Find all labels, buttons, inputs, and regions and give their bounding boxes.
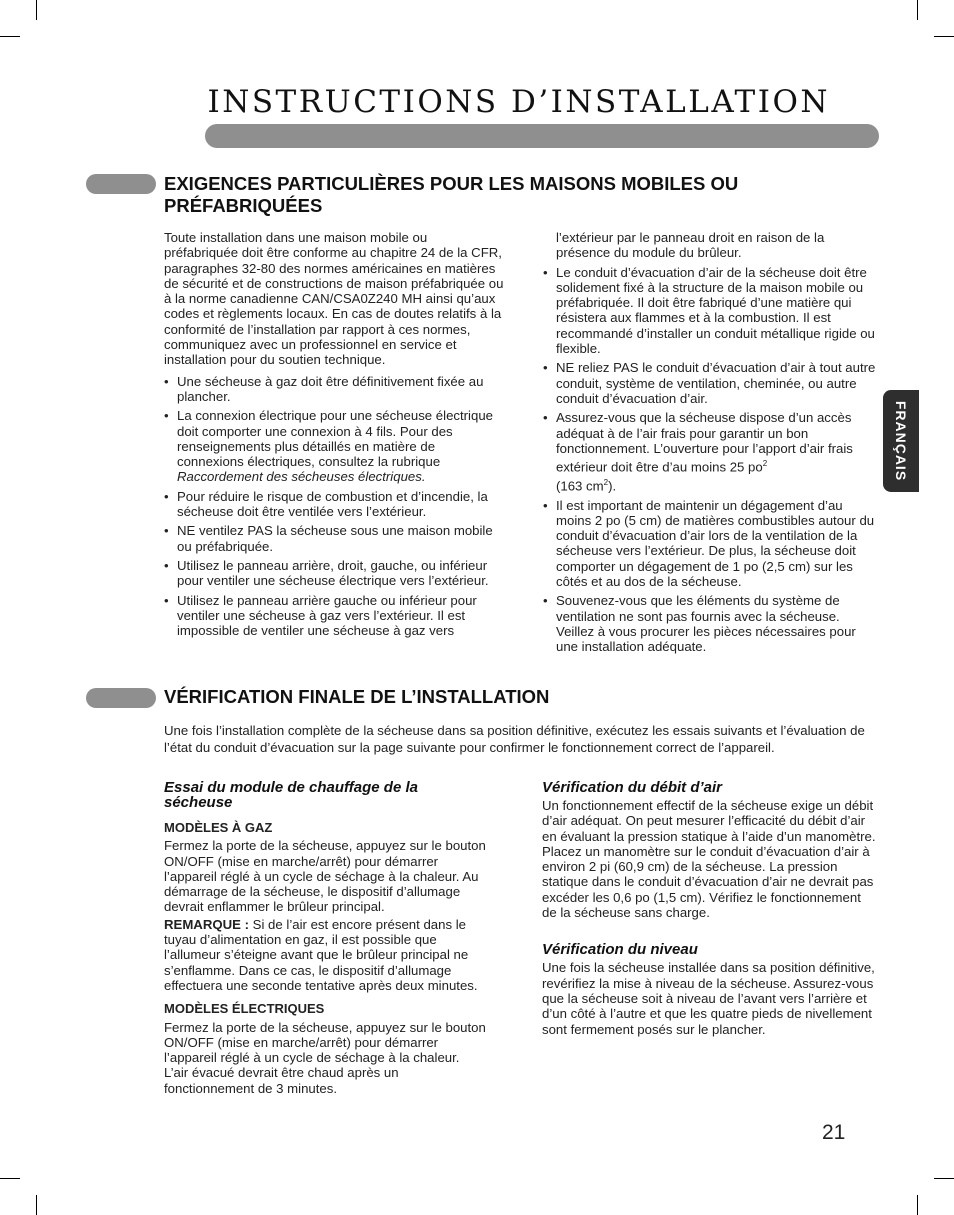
section1-right-column	[543, 230, 879, 659]
continuation-text: l’extérieur par le panneau droit en raison de la présence du module du brûleur.	[556, 230, 825, 261]
list-item: • Utilisez le panneau arrière, droit, gauche, ou inférieur pour ventiler une sécheuse électrique vers l’extérieur.	[164, 558, 504, 589]
section1-bullet-list-right	[543, 265, 879, 655]
title-bar	[205, 124, 879, 148]
crop-mark	[917, 0, 918, 20]
list-item: • Souvenez-vous que les éléments du système de ventilation ne sont pas fournis avec la sécheuse. Veillez à vous procurer les pièces nécessaires pour une installation adéquate.	[543, 593, 879, 654]
subsection-title: Vérification du niveau	[542, 941, 698, 959]
crop-mark	[36, 1195, 37, 1215]
section1-bullet-list-left	[164, 374, 504, 639]
list-item: • Le conduit d’évacuation d’air de la sécheuse doit être solidement fixé à la structure de la maison mobile ou préfabriquée. Il doit être fabriqué d’une matière qui résistera aux flammes et à la combustion. Il est recommandé d’installer un conduit métallique rigide ou flexible.	[543, 265, 879, 357]
airflow-text: Un fonctionnement effectif de la sécheuse exige un débit d’air adéquat. On peut mesurer l’efficacité du débit d’air en évaluant la pression statique à l’aide d’un manomètre. Placez un manomètre sur le conduit d’évacuation d’air à environ 2 pi (60,9 cm) de la sécheuse. La pression statique dans le conduit d’évacuation d’air ne devrait pas excéder les 0,6 po (1,5 cm). Vérifiez le fonctionnement de la sécheuse sans charge.	[542, 798, 876, 921]
list-item: • NE ventilez PAS la sécheuse sous une maison mobile ou préfabriquée.	[164, 523, 504, 554]
superscript: 2	[603, 477, 609, 487]
language-tab	[883, 390, 919, 492]
section-title: EXIGENCES PARTICULIÈRES POUR LES MAISONS MOBILES OU PRÉFABRIQUÉES	[164, 173, 739, 216]
language-tab-label: FRANÇAIS	[893, 400, 909, 482]
crop-mark	[0, 1178, 20, 1179]
list-item-text: La connexion électrique pour une sécheuse électrique doit comporter une connexion à 4 fils. Pour des renseignements plus détaillés en matière de connexions électriques, consultez la rubrique	[177, 408, 493, 470]
list-item: • Utilisez le panneau arrière gauche ou inférieur pour ventiler une sécheuse à gaz vers l’extérieur. Il est impossible de ventiler une sécheuse à gaz vers	[164, 593, 504, 639]
subsection-title: Essai du module de chauffage de la sécheuse	[164, 779, 418, 811]
section-title: VÉRIFICATION FINALE DE L’INSTALLATION	[164, 686, 550, 707]
section2-left-column	[164, 780, 486, 1096]
electric-models-heading: MODÈLES ÉLECTRIQUES	[164, 1001, 325, 1017]
crop-mark	[934, 1178, 954, 1179]
list-item: • Il est important de maintenir un dégagement d’au moins 2 po (5 cm) de matières combustibles autour du conduit d’évacuation d’air lors de la ventilation de la sécheuse vers l’extérieur. De plus, la sécheuse doit comporter un dégagement de 1 po (2,5 cm) sur les côtés et au dos de la sécheuse.	[543, 498, 879, 590]
list-item: • Une sécheuse à gaz doit être définitivement fixée au plancher.	[164, 374, 504, 405]
gas-models-heading: MODÈLES À GAZ	[164, 820, 273, 835]
note-text: Si de l’air est encore présent dans le tuyau d’alimentation en gaz, il est possible que l’allumeur s’éteigne avant que le brûleur principal ne s’enflamme. Dans ce cas, le dispositif d’allumage effectuera une seconde tentative après deux minutes.	[164, 916, 478, 993]
crop-mark	[934, 36, 954, 37]
level-text: Une fois la sécheuse installée dans sa position définitive, revérifiez la mise à niveau de la sécheuse. Assurez-vous que la sécheuse soit à niveau de l’avant vers l’arrière et d’un côté à l’autre et que les quatre pieds de nivellement sont fermement posés sur le plancher.	[542, 960, 875, 1037]
section2-intro: Une fois l’installation complète de la sécheuse dans sa position définitive, exécutez les essais suivants et l’évaluation de l’état du conduit d’évacuation sur la page suivante pour confirmer le fonctionnement correct de l’appareil.	[164, 723, 865, 755]
note-label: REMARQUE :	[164, 916, 249, 932]
section-marker	[86, 174, 156, 194]
section-marker	[86, 688, 156, 708]
crop-mark	[0, 36, 20, 37]
section2-right-column	[542, 780, 876, 1037]
section1-intro: Toute installation dans une maison mobile ou préfabriquée doit être conforme au chapitre 24 de la CFR, paragraphes 32-80 des normes américaines en matières de sécurité et de constructions de maison préfabriquée ou à la norme canadienne CAN/CSA0Z240 MH ainsi qu’aux codes et règlements locaux. En cas de doutes relatifs à la conformité de l’installation par rapport à ces normes, communiquez avec un professionnel en service et installation pour du soutien technique.	[164, 230, 504, 368]
area-close: ).	[608, 478, 617, 494]
area-value: (163 cm	[556, 478, 604, 494]
subsection-title: Vérification du débit d’air	[542, 779, 723, 796]
list-item: • NE reliez PAS le conduit d’évacuation d’air à tout autre conduit, système de ventilation, cheminée, ou autre conduit d’évacuation d’air.	[543, 360, 879, 406]
section1-left-column	[164, 230, 504, 642]
list-item	[543, 410, 879, 493]
note-paragraph	[164, 917, 486, 993]
list-item	[164, 408, 504, 484]
page-title: INSTRUCTIONS D’INSTALLATION	[207, 84, 830, 120]
electric-models-text: Fermez la porte de la sécheuse, appuyez sur le bouton ON/OFF (mise en marche/arrêt) pour démarrer l’appareil réglé à un cycle de séchage à la chaleur. L’air évacué devrait être chaud après un fonctionnement de 3 minutes.	[164, 1019, 486, 1096]
gas-models-text: Fermez la porte de la sécheuse, appuyez sur le bouton ON/OFF (mise en marche/arrêt) pour démarrer l’appareil réglé à un cycle de séchage à la chaleur. Au démarrage de la sécheuse, le dispositif d’allumage devrait enflammer le brûleur principal.	[164, 838, 486, 915]
crop-mark	[36, 0, 37, 20]
page-number: 21	[822, 1121, 846, 1144]
list-item-text: Assurez-vous que la sécheuse dispose d’un accès adéquat à de l’air frais pour garantir un bon fonctionnement. L’ouverture pour l’apport d’air frais extérieur doit être d’au moins 25 po	[556, 410, 853, 475]
superscript: 2	[762, 459, 768, 469]
italic-reference: Raccordement des sécheuses électriques.	[177, 469, 426, 485]
list-item: • Pour réduire le risque de combustion et d’incendie, la sécheuse doit être ventilée vers l’extérieur.	[164, 489, 504, 520]
crop-mark	[917, 1195, 918, 1215]
